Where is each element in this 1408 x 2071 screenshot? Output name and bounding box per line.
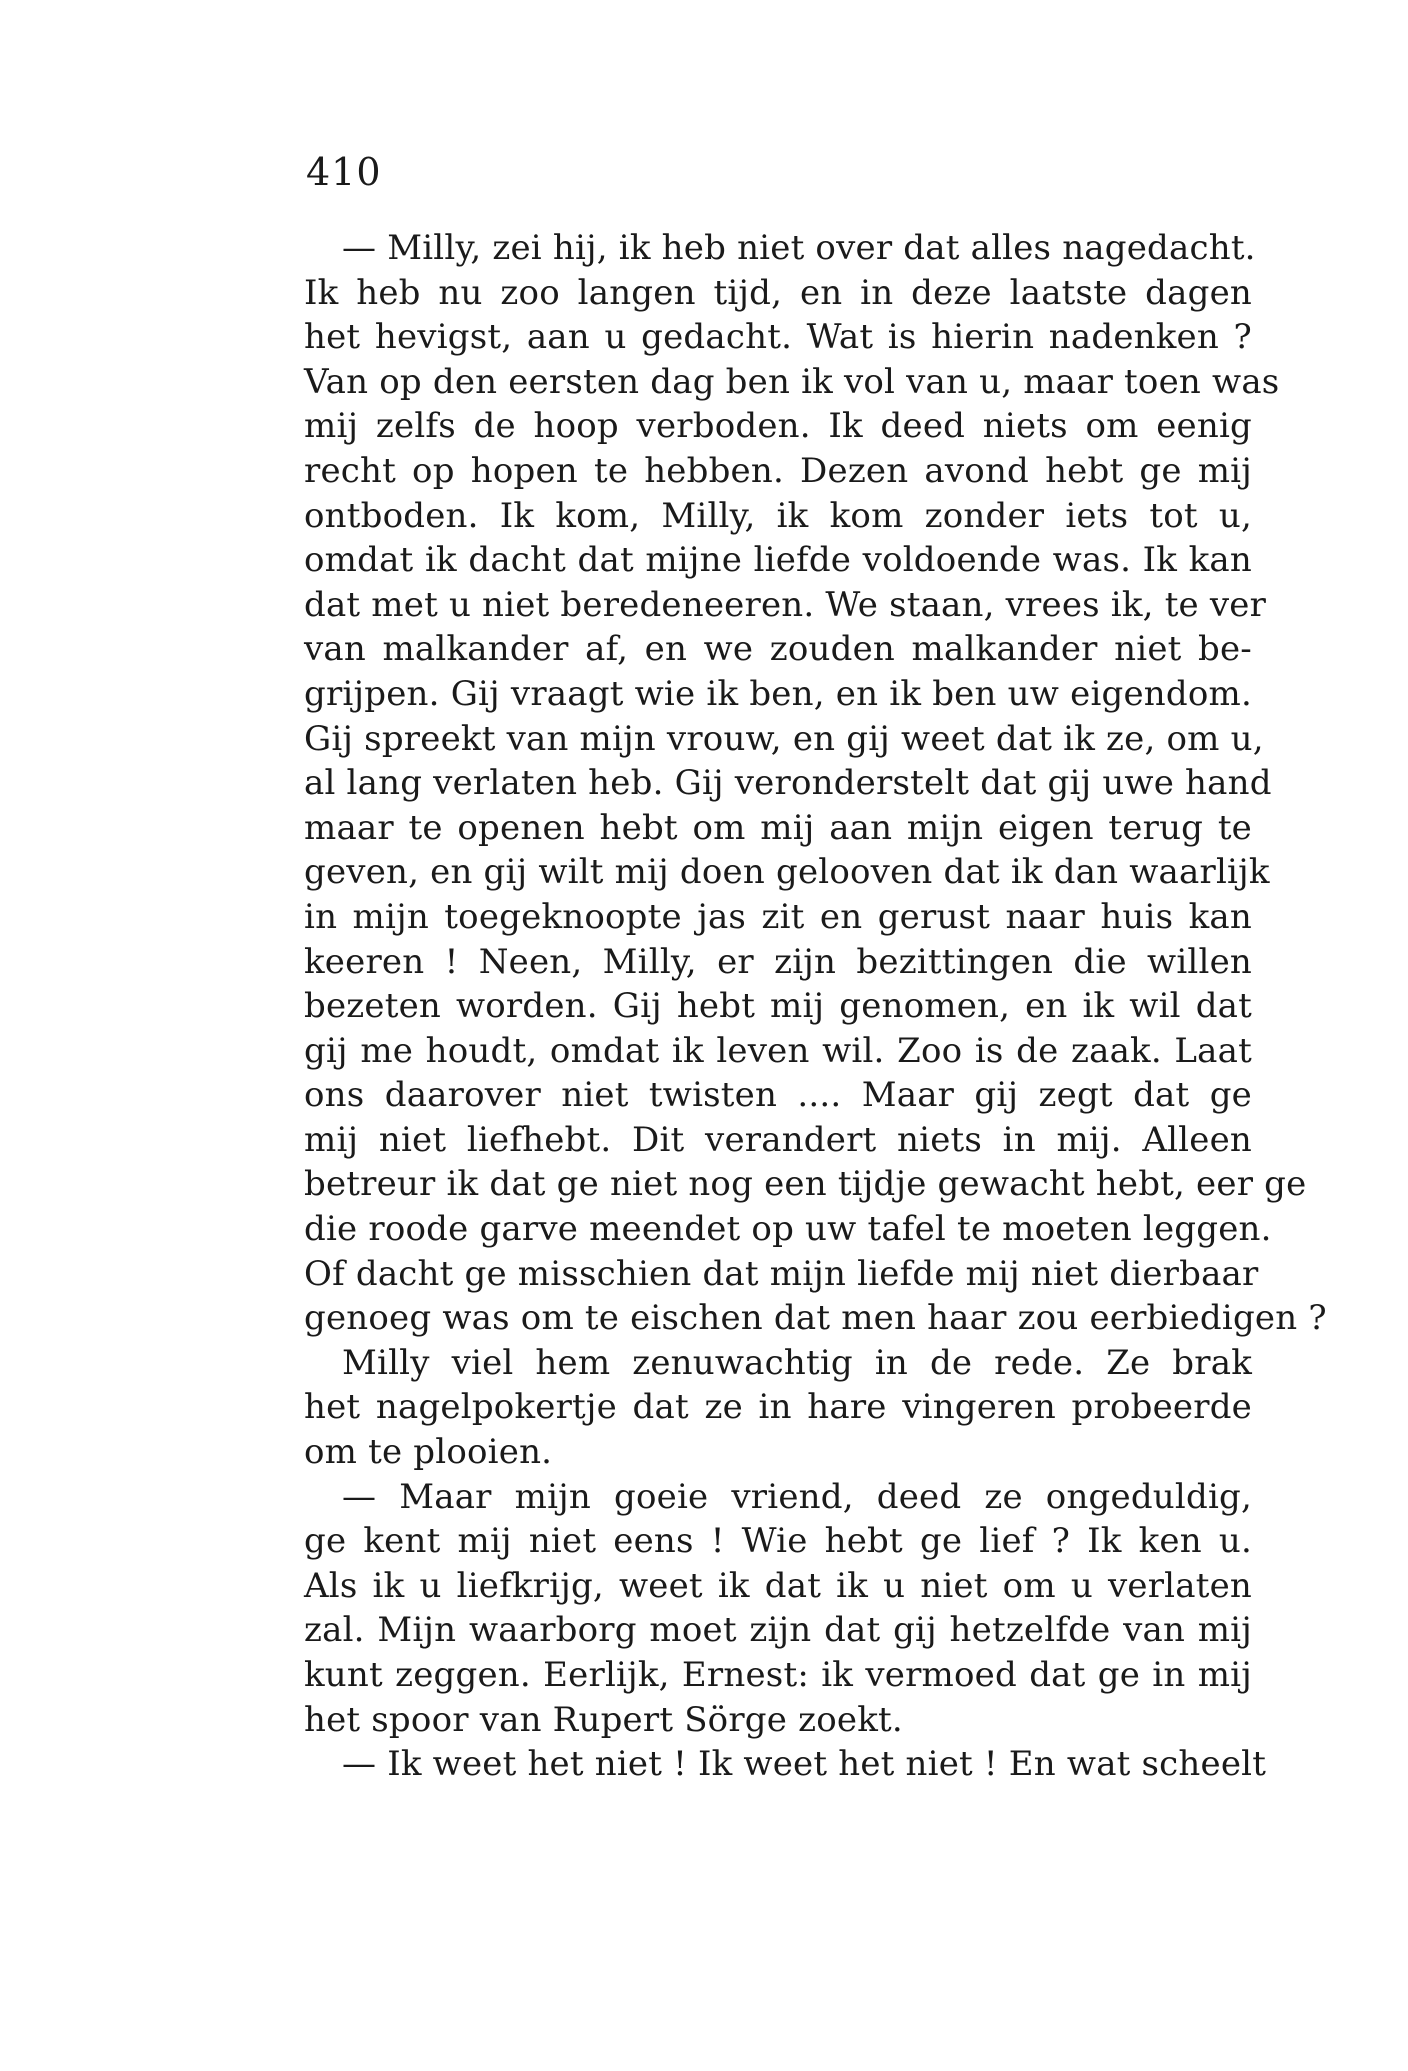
text-line: Van op den eersten dag ben ik vol van u, maar toen was — [304, 361, 1280, 402]
text-line: Als ik u liefkrijg, weet ik dat ik u niet om u verlaten — [304, 1565, 1252, 1606]
text-line: maar te openen hebt om mij aan mijn eigen terug te — [304, 807, 1252, 848]
text-line: bezeten worden. Gij hebt mij genomen, en ik wil dat — [304, 986, 1252, 1027]
text-line: — Maar mijn goeie vriend, deed ze ongeduldig, — [342, 1476, 1252, 1517]
text-line: van malkander af, en we zouden malkander niet be- — [304, 629, 1252, 670]
text-line: om te plooien. — [304, 1432, 553, 1473]
text-line: in mijn toegeknoopte jas zit en gerust naar huis kan — [304, 896, 1252, 937]
text-line: dat met u niet beredeneeren. We staan, vrees ik, te ver — [304, 584, 1267, 625]
text-line: omdat ik dacht dat mijne liefde voldoende was. Ik kan — [304, 540, 1252, 581]
text-line: die roode garve meendet op uw tafel te moeten leggen. — [304, 1209, 1272, 1250]
text-line: ge kent mij niet eens ! Wie hebt ge lief ? Ik ken u. — [304, 1521, 1252, 1562]
text-line: Ik heb nu zoo langen tijd, en in deze laatste dagen — [304, 272, 1252, 313]
text-line: keeren ! Neen, Milly, er zijn bezittingen die willen — [304, 941, 1252, 982]
body-text — [304, 226, 1327, 1787]
text-line: — Milly, zei hij, ik heb niet over dat alles nagedacht. — [342, 228, 1256, 268]
text-line: gij me houdt, omdat ik leven wil. Zoo is de zaak. Laat — [304, 1030, 1252, 1071]
text-line: recht op hopen te hebben. Dezen avond hebt ge mij — [304, 450, 1252, 491]
text-line: — Ik weet het niet ! Ik weet het niet ! En wat scheelt — [342, 1744, 1267, 1785]
page-number: 410 — [306, 150, 382, 194]
text-line: mij niet liefhebt. Dit verandert niets in mij. Alleen — [304, 1119, 1252, 1160]
text-line: genoeg was om te eischen dat men haar zou eerbiedigen ? — [304, 1298, 1327, 1339]
text-line: mij zelfs de hoop verboden. Ik deed niets om eenig — [304, 406, 1252, 447]
text-line: zal. Mijn waarborg moet zijn dat gij hetzelfde van mij — [304, 1610, 1252, 1651]
text-line: ontboden. Ik kom, Milly, ik kom zonder iets tot u, — [304, 495, 1252, 536]
text-line: het spoor van Rupert Sörge zoekt. — [304, 1699, 903, 1740]
text-line: het nagelpokertje dat ze in hare vingeren probeerde — [304, 1387, 1252, 1428]
text-line: Gij spreekt van mijn vrouw, en gij weet dat ik ze, om u, — [304, 718, 1264, 759]
text-line: al lang verlaten heb. Gij veronderstelt dat gij uwe hand — [304, 763, 1272, 804]
text-line: Milly viel hem zenuwachtig in de rede. Ze brak — [342, 1342, 1252, 1383]
text-line: ons daarover niet twisten .... Maar gij zegt dat ge — [304, 1075, 1252, 1116]
text-line: geven, en gij wilt mij doen gelooven dat ik dan waarlijk — [304, 852, 1270, 893]
text-line: kunt zeggen. Eerlijk, Ernest: ik vermoed dat ge in mij — [304, 1655, 1252, 1695]
text-line: het hevigst, aan u gedacht. Wat is hierin nadenken ? — [304, 317, 1252, 358]
text-line: grijpen. Gij vraagt wie ik ben, en ik ben uw eigendom. — [304, 673, 1252, 714]
text-line: Of dacht ge misschien dat mijn liefde mij niet dierbaar — [304, 1253, 1259, 1294]
text-line: betreur ik dat ge niet nog een tijdje gewacht hebt, eer ge — [304, 1164, 1307, 1205]
